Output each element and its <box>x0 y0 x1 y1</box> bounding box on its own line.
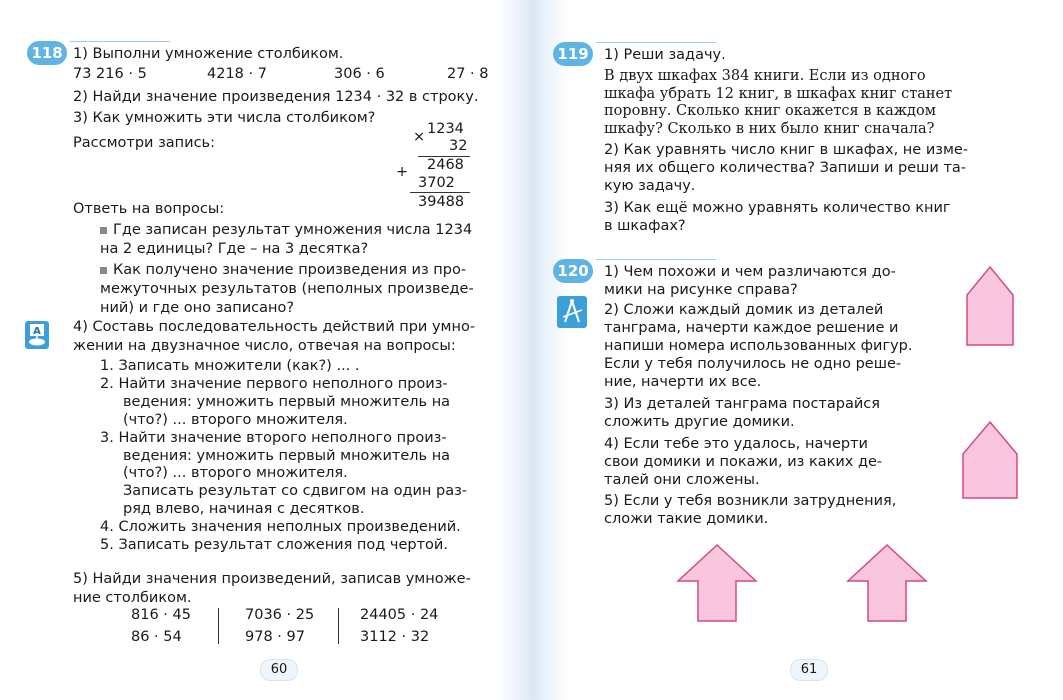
page-spine <box>498 0 568 700</box>
task-118-part5: 5) Найди значения произведений, записав умноже- ние столбиком. <box>73 571 471 606</box>
house-shape-4 <box>846 543 928 623</box>
times-sign: × <box>413 129 426 145</box>
exercise-2: 4218 · 7 <box>207 66 267 82</box>
step-line: 4. Сложить значения неполных произведений. <box>100 519 461 536</box>
task-number-badge-120: 120 <box>553 259 593 283</box>
step-line: (что?) ... второго множителя. <box>123 465 348 482</box>
svg-text:A: A <box>33 326 41 337</box>
page-number-left: 60 <box>260 659 298 681</box>
answer-label: Ответь на вопросы: <box>73 201 225 217</box>
task-120-part5: 5) Если у тебя возникли затруднения, сложи такие домики. <box>604 493 897 527</box>
step-line: 3. Найти значение второго неполного произ- <box>100 429 447 446</box>
task-118-part1: 1) Выполни умножение столбиком. <box>73 46 344 62</box>
step-line: (что?) ... второго множителя. <box>123 411 348 428</box>
column-result: 39488 <box>418 194 465 210</box>
product-c2: 3112 · 32 <box>360 629 430 645</box>
plus-sign: + <box>396 164 409 180</box>
step-line: 5. Записать результат сложения под чертой. <box>100 537 448 554</box>
task-119-part3: 3) Как ещё можно уравнять количество книг в шкафах? <box>604 200 951 234</box>
task-119-part1: 1) Реши задачу. <box>604 47 726 63</box>
task-118-part2: 2) Найди значение произведения 1234 · 32 в строку. <box>73 89 479 105</box>
step-line: ряд влево, начиная с десятков. <box>123 501 365 518</box>
house-shape-3 <box>676 543 758 623</box>
house-shape-2 <box>961 420 1019 500</box>
partial-product-1: 2468 <box>427 157 464 173</box>
bullet-icon <box>100 227 107 234</box>
step-line: Записать результат со сдвигом на один раз- <box>123 483 468 500</box>
task-120-part1: 1) Чем похожи и чем различаются до- мики на рисунке справа? <box>604 264 896 298</box>
exercise-3: 306 · 6 <box>334 66 385 82</box>
product-a1: 816 · 45 <box>131 607 191 623</box>
question-1: Где записан результат умножения числа 1234 на 2 единицы? Где – на 3 десятка? <box>100 222 473 257</box>
task-120-part4: 4) Если тебе это удалось, начерти свои домики и покажи, из каких де- талей они сложены. <box>604 436 883 488</box>
product-b2: 978 · 97 <box>245 629 305 645</box>
task-119-part2: 2) Как уравнять число книг в шкафах, не изме- няя их общего количества? Запиши и реши та- кую задачу. <box>604 142 969 194</box>
exercise-1: 73 216 · 5 <box>73 66 147 82</box>
page-number-right: 61 <box>790 659 828 681</box>
step-line: ведения: умножить первый множитель на <box>123 393 451 410</box>
product-a2: 86 · 54 <box>131 629 182 645</box>
step-line: 1. Записать множители (как?) ... . <box>100 358 360 374</box>
task-118-part3: 3) Как умножить эти числа столбиком? <box>73 110 376 126</box>
steps-list <box>100 358 467 555</box>
partial-product-2: 3702 <box>418 175 455 191</box>
task-number-badge-119: 119 <box>553 42 593 66</box>
step-line: ведения: умножить первый множитель на <box>123 447 451 464</box>
compass-icon <box>557 296 587 328</box>
task-119-problem: В двух шкафах 384 книги. Если из одного шкафа убрать 12 книг, в шкафах книг станет поровну. Сколько книг окажется в каждом шкафу? Сколько в них было книг сначала? <box>604 68 953 137</box>
exercise-4: 27 · 8 <box>447 66 489 82</box>
task-120-part2: 2) Сложи каждый домик из деталей танграма, начерти каждое решение и напиши номера использованных фигур. Если у тебя получилось не одно реше- ние, начерти их все. <box>604 302 913 390</box>
task-118-part4: 4) Составь последовательность действий при умно- жении на двузначное число, отвечая на вопросы: <box>73 319 476 354</box>
product-c1: 24405 · 24 <box>360 607 439 623</box>
consider-label: Рассмотри запись: <box>73 135 215 151</box>
question-2: Как получено значение произведения из про- межуточных результатов (неполных произведе- ний) и где оно записано? <box>100 262 474 316</box>
algorithm-icon <box>25 321 49 349</box>
bullet-icon <box>100 267 107 274</box>
task-120-part3: 3) Из деталей танграма постарайся сложить другие домики. <box>604 396 880 430</box>
step-line: 2. Найти значение первого неполного произ- <box>100 375 448 392</box>
column-factor-1: 1234 <box>427 121 464 137</box>
house-shape-1 <box>965 265 1015 347</box>
column-factor-2: 32 <box>449 138 468 154</box>
task-number-badge-118: 118 <box>27 41 67 65</box>
product-b1: 7036 · 25 <box>245 607 315 623</box>
